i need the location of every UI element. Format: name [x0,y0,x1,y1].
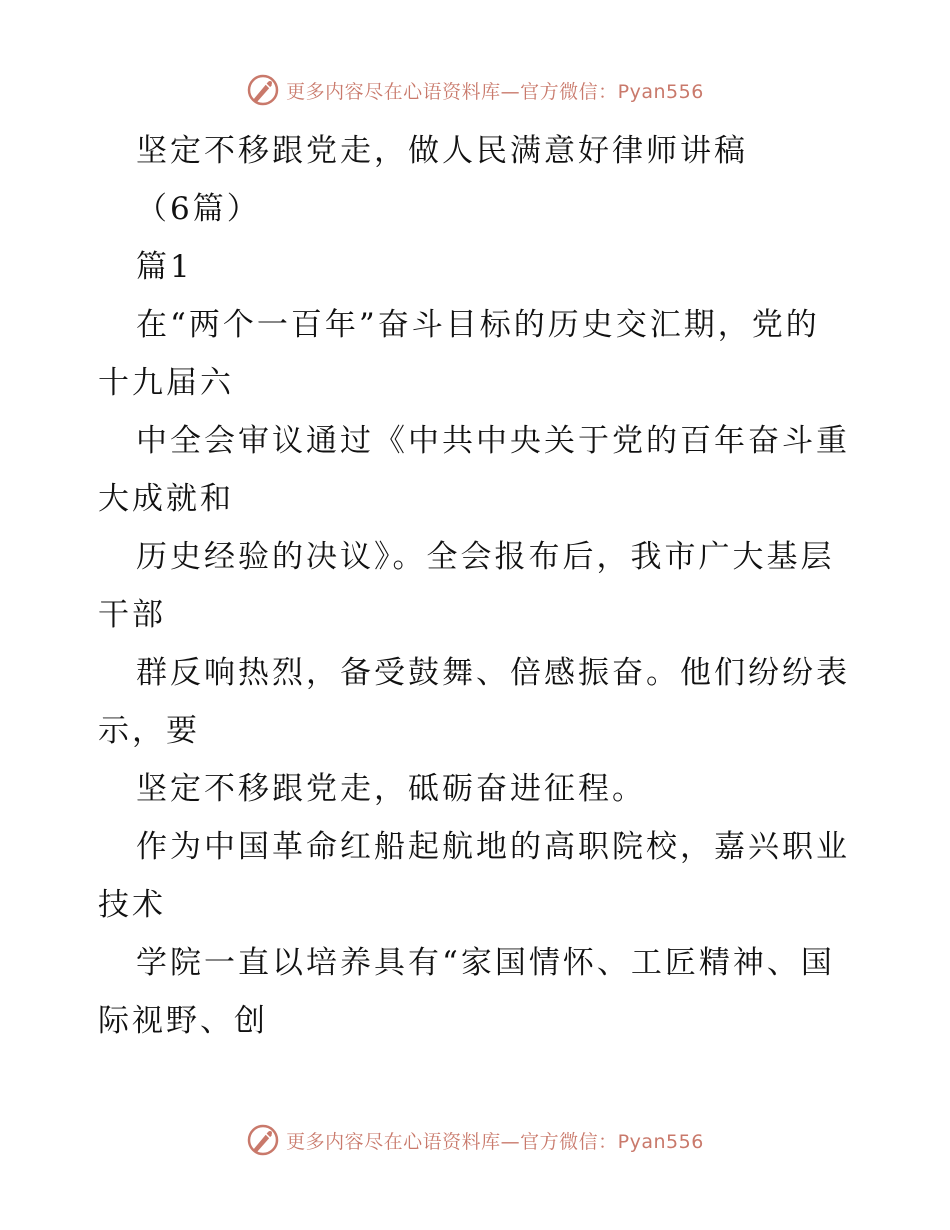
pen-circle-logo-icon [246,73,280,107]
header-watermark-text: 更多内容尽在心语资料库—官方微信：Pyan556 [286,80,704,103]
paragraph-line: 学院一直以培养具有“家国情怀、工匠精神、国 [136,945,835,981]
paragraph-line: 际视野、创 [98,1003,268,1039]
doc-title-line: 坚定不移跟党走，做人民满意好律师讲稿 [136,133,748,169]
paragraph-line: 十九届六 [98,365,234,401]
header-watermark [0,70,950,110]
paragraph-line: 作为中国革命红船起航地的高职院校，嘉兴职业 [136,829,850,865]
doc-title-count: （6篇） [136,191,261,227]
pen-circle-logo-icon [246,1123,280,1157]
section-heading: 篇1 [136,249,193,285]
paragraph-line: 群反响热烈，备受鼓舞、倍感振奋。他们纷纷表 [136,655,850,691]
footer-watermark [0,1120,950,1160]
document-body [98,122,858,1050]
paragraph-line: 坚定不移跟党走，砥砺奋进征程。 [136,771,646,807]
paragraph-line: 在“两个一百年”奋斗目标的历史交汇期，党的 [136,307,820,343]
paragraph-line: 技术 [98,887,166,923]
paragraph-line: 大成就和 [98,481,234,517]
paragraph-line: 干部 [98,597,166,633]
footer-watermark-text: 更多内容尽在心语资料库—官方微信：Pyan556 [286,1130,704,1153]
paragraph-line: 中全会审议通过《中共中央关于党的百年奋斗重 [136,423,850,459]
paragraph-line: 示，要 [98,713,200,749]
paragraph-line: 历史经验的决议》。全会报布后，我市广大基层 [136,539,835,575]
